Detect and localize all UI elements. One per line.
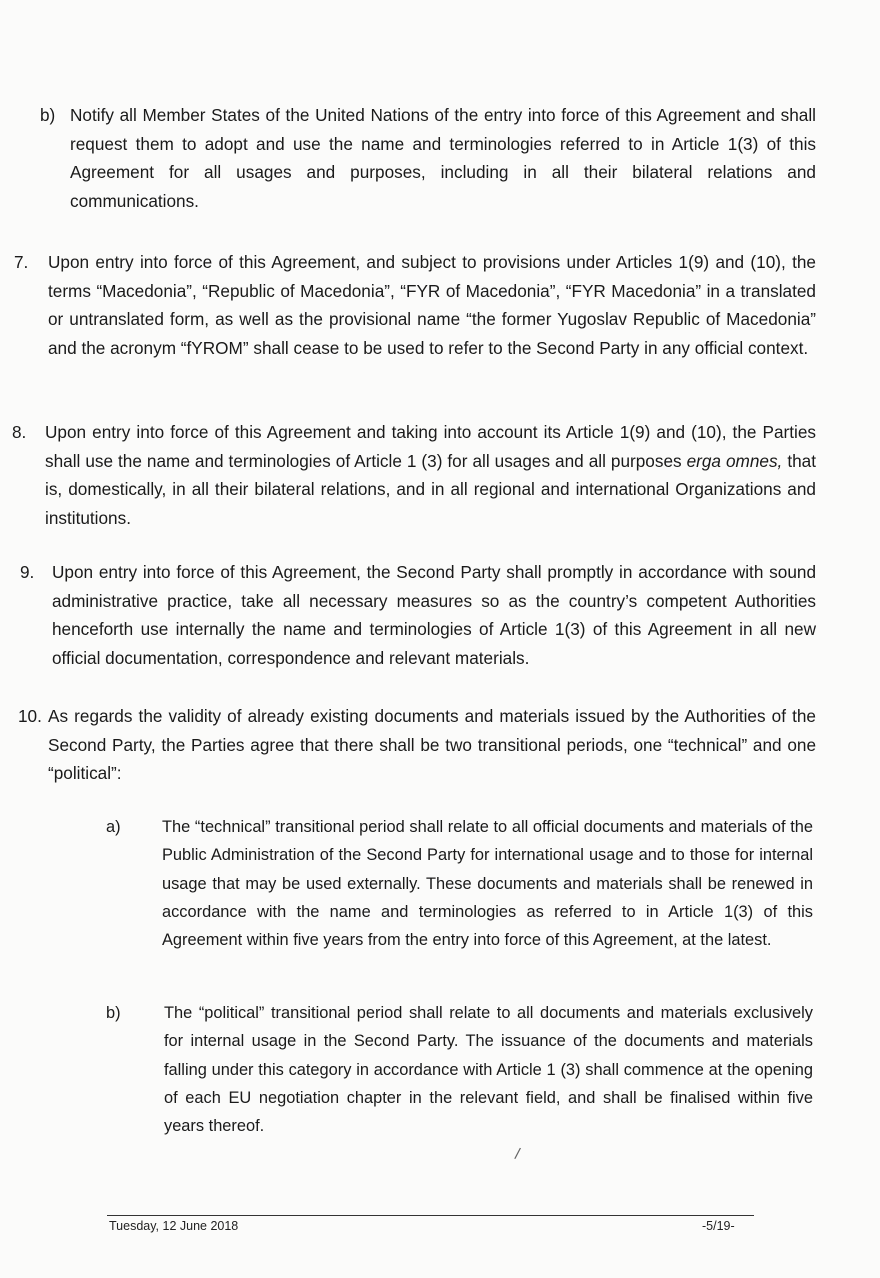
clause-number: 7. bbox=[14, 252, 29, 272]
clause-text: Upon entry into force of this Agreement, and subject to provisions under Articles 1(9) and (10), the terms “Macedonia”, “Republic of Macedonia”, “FYR of Macedonia”, “FYR Macedonia” in a translated or untranslated form, as well as the provisional name “the former Yugoslav Republic of Macedonia” and the acronym “fYROM” shall cease to be used to refer to the Second Party in any official context. bbox=[48, 252, 816, 358]
pen-mark: / bbox=[513, 1145, 522, 1164]
footer-date: Tuesday, 12 June 2018 bbox=[109, 1219, 239, 1233]
subclause-text: The “technical” transitional period shall relate to all official documents and materials of the Public Administration of the Second Party for international usage and to those for internal usage that may be used externally. These documents and materials shall be renewed in accordance with the name and terminologies as referred to in Article 1(3) of this Agreement within five years from the entry into force of this Agreement, at the latest. bbox=[162, 818, 813, 950]
clause-text: Notify all Member States of the United Nations of the entry into force of this Agreement and shall request them to adopt and use the name and terminologies referred to in Article 1(3) of this Agreement for all usages and purposes, including in all their bilateral relations and communications. bbox=[70, 105, 816, 211]
clause-b-top bbox=[40, 101, 816, 217]
clause-text bbox=[45, 418, 816, 532]
clause-7 bbox=[14, 248, 816, 394]
clause-number: 9. bbox=[20, 562, 35, 582]
clause-number: 8. bbox=[12, 422, 27, 442]
subclause-number: b) bbox=[106, 1004, 121, 1022]
clause-9 bbox=[20, 558, 816, 674]
clause-number: 10. bbox=[18, 706, 42, 726]
footer-page-number: -5/19- bbox=[702, 1219, 735, 1233]
clause-text-part: Upon entry into force of this Agreement and taking into account its Article 1(9) and (10), the Parties shall use the name and terminologies of Article 1 (3) for all usages and all purposes bbox=[45, 422, 816, 471]
clause-10 bbox=[18, 702, 816, 790]
subclause-a bbox=[106, 813, 813, 985]
clause-text: Upon entry into force of this Agreement, the Second Party shall promptly in accordance with sound administrative practice, take all necessary measures so as the country’s competent Authorities henceforth use internally the name and terminologies of Article 1(3) of this Agreement in all new official documentation, correspondence and relevant materials. bbox=[52, 562, 816, 668]
subclause-b bbox=[106, 999, 813, 1144]
subclause-number: a) bbox=[106, 818, 121, 836]
clause-8 bbox=[12, 418, 816, 534]
clause-number: b) bbox=[40, 105, 56, 125]
latin-phrase: erga omnes, bbox=[686, 450, 783, 471]
clause-text: As regards the validity of already existing documents and materials issued by the Authorities of the Second Party, the Parties agree that there shall be two transitional periods, one “technical” and one “political”: bbox=[48, 706, 816, 784]
footer-rule bbox=[107, 1215, 754, 1216]
clause-text-part: that is, domestically, in all their bilateral relations, and in all regional and international Organizations and institutions. bbox=[45, 450, 816, 528]
subclause-text: The “political” transitional period shall relate to all documents and materials exclusively for internal usage in the Second Party. The issuance of the documents and materials falling under this category in accordance with Article 1 (3) shall commence at the opening of each EU negotiation chapter in the relevant field, and shall be finalised within five years thereof. bbox=[164, 1004, 813, 1136]
